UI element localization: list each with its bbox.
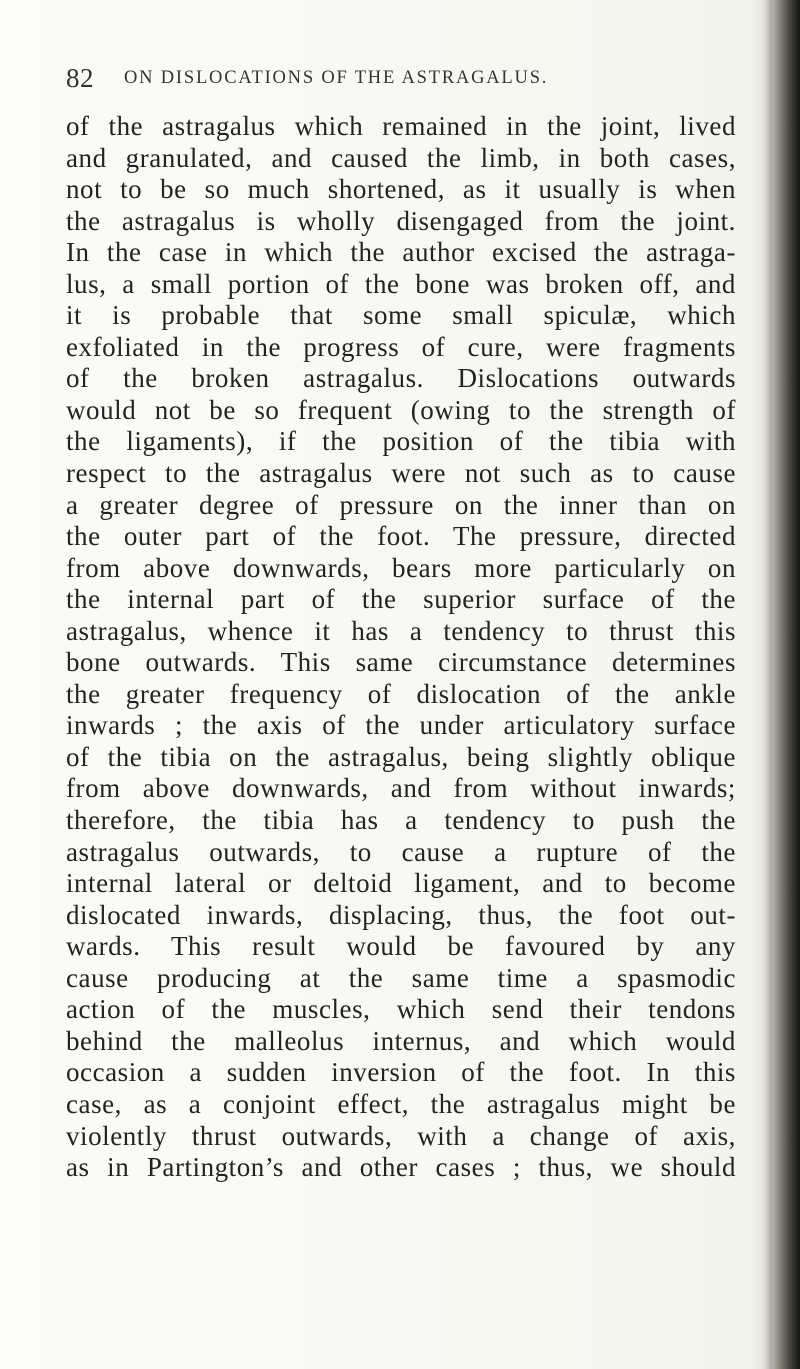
page-edge-shadow [752, 0, 800, 1369]
text-line: cause producing at the same time a spasmodic [66, 962, 736, 993]
text-line: lus, a small portion of the bone was broken off, and [66, 268, 736, 299]
text-line: the greater frequency of dislocation of the ankle [66, 678, 736, 709]
text-line: respect to the astragalus were not such as to cause [66, 458, 736, 489]
text-line: it is probable that some small spiculæ, which [66, 300, 736, 331]
text-line: not to be so much shortened, as it usually is when [66, 174, 736, 205]
text-line: as in Partington’s and other cases ; thus, we should [66, 1152, 736, 1183]
text-line: would not be so frequent (owing to the strength of [66, 394, 736, 425]
text-line: dislocated inwards, displacing, thus, the foot out- [66, 899, 736, 930]
page-number: 82 [66, 63, 94, 93]
text-line: the astragalus is wholly disengaged from the joint. [66, 205, 736, 236]
text-line: a greater degree of pressure on the inner than on [66, 489, 736, 520]
text-line: case, as a conjoint effect, the astragalus might be [66, 1088, 736, 1119]
text-line: and granulated, and caused the limb, in both cases, [66, 142, 736, 173]
running-head: ON DISLOCATIONS OF THE ASTRAGALUS. [124, 68, 549, 88]
text-line: inwards ; the axis of the under articulatory surface [66, 710, 736, 741]
text-line: internal lateral or deltoid ligament, and to become [66, 868, 736, 899]
text-line: astragalus outwards, to cause a rupture of the [66, 836, 736, 867]
text-line: astragalus, whence it has a tendency to thrust this [66, 615, 736, 646]
text-line: of the broken astragalus. Dislocations outwards [66, 363, 736, 394]
body-text [66, 111, 746, 1311]
text-line: In the case in which the author excised the astraga- [66, 237, 736, 268]
text-line: bone outwards. This same circumstance determines [66, 647, 736, 678]
text-line: the internal part of the superior surface of the [66, 584, 736, 615]
page-header [66, 63, 686, 101]
text-line: the outer part of the foot. The pressure, directed [66, 521, 736, 552]
text-line: therefore, the tibia has a tendency to push the [66, 805, 736, 836]
text-line: action of the muscles, which send their tendons [66, 994, 736, 1025]
text-line: from above downwards, bears more particularly on [66, 552, 736, 583]
text-line: of the astragalus which remained in the joint, lived [66, 111, 736, 141]
text-line: behind the malleolus internus, and which would [66, 1025, 736, 1056]
text-line: from above downwards, and from without inwards; [66, 773, 736, 804]
text-line: wards. This result would be favoured by any [66, 931, 736, 962]
text-line: the ligaments), if the position of the tibia with [66, 426, 736, 457]
text-line: occasion a sudden inversion of the foot. In this [66, 1057, 736, 1088]
text-line: violently thrust outwards, with a change of axis, [66, 1120, 736, 1151]
text-line: exfoliated in the progress of cure, were fragments [66, 331, 736, 362]
text-line: of the tibia on the astragalus, being slightly oblique [66, 741, 736, 772]
